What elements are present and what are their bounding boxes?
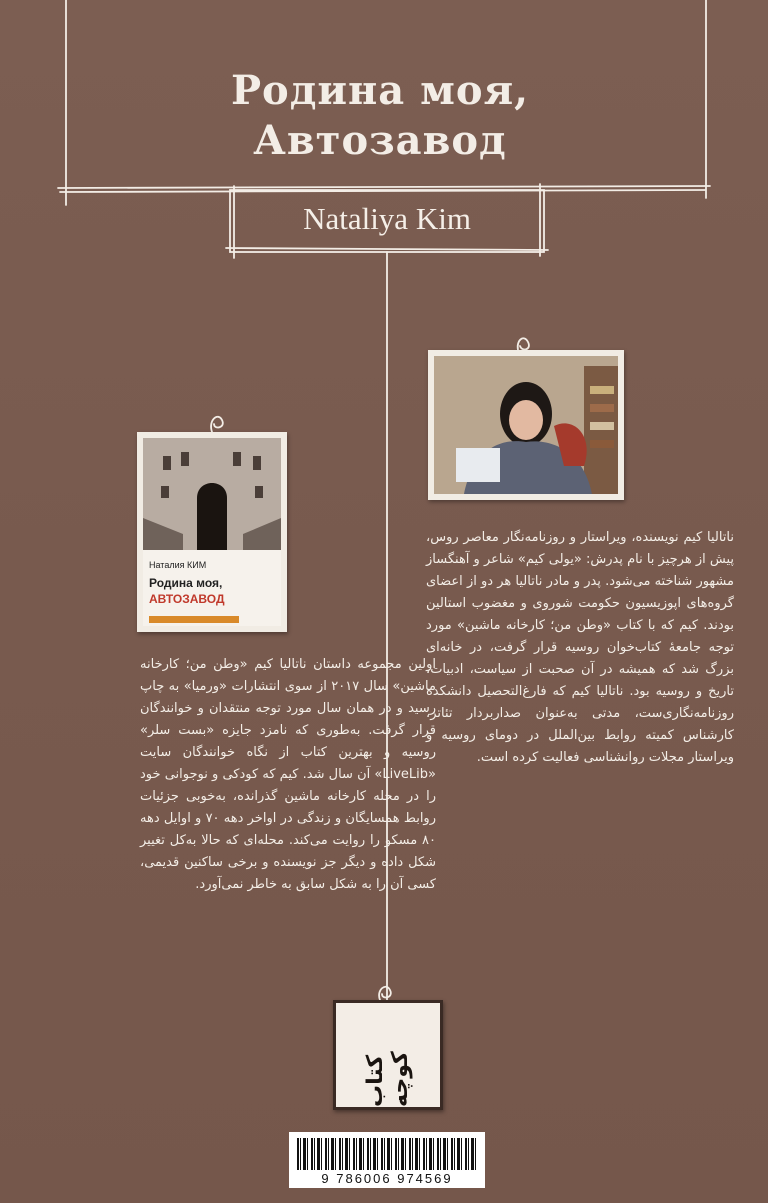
book-title-line2: Автозавод: [253, 117, 507, 164]
author-name: Nataliya Kim: [303, 201, 471, 236]
publisher-logo: [333, 1000, 443, 1110]
book-cover-title-line1: Родина моя,: [149, 576, 223, 590]
publisher-logo-text: کتاب کوچه: [363, 1051, 413, 1107]
author-bio: ناتالیا کیم نویسنده، ویراستار و روزنامه‌نگار معاصر روس، پیش از هرچیز با نام پدرش: «یولی کیم» شاعر و آهنگساز مشهور شناخته می‌شود. پدر و مادر ناتالیا هر دو از اعضای گروه‌های اپوزیسیون حکومت شوروی و مغضوب استالین بودند. کیم که با کتاب «وطن من؛ کارخانه ماشین» مورد توجه جامعهٔ کتاب‌خوان روسیه قرار گرفت، در خانه‌ای بزرگ شد که همیشه در آن صحبت از سیاست، ادبیات، تاریخ و روسیه بود. ناتالیا کیم که فارغ‌التحصیل دانشکده روزنامه‌نگاری‌ست، مدتی به‌عنوان صداربردار تئاتر، کارشناس کمیته روابط بین‌الملل در دومای روسیه و ویراستار مجلات روانشناسی فعالیت کرده است.: [426, 530, 734, 765]
barcode-number: 9 786006 974569: [321, 1171, 453, 1186]
book-cover-author: Наталия КИМ: [149, 560, 207, 570]
book-cover-thumbnail: [137, 432, 287, 632]
isbn-barcode: [289, 1132, 485, 1188]
author-photo-image: [434, 356, 618, 494]
book-cover-image: [143, 438, 281, 626]
author-photo: [428, 350, 624, 500]
book-title: [110, 66, 650, 166]
barcode-bars: [297, 1138, 477, 1170]
book-cover-illustration: [143, 438, 281, 550]
book-cover-publisher-band: [149, 616, 239, 623]
book-title-line1: Родина моя,: [230, 67, 530, 114]
book-description: اولین مجموعه داستان ناتالیا کیم «وطن من؛ کارخانه ماشین» سال ۲۰۱۷ از سوی انتشارات «ورمیا» به چاپ رسید و در همان سال مورد توجه منتقدان و خوانندگان قرار گرفت. به‌طوری که نامزد جایزه «بست سلر» روسیه و بهترین کتاب از نگاه خوانندگان سایت «LiveLib» آن سال شد. کیم که کودکی و نوجوانی خود را در محله کارخانه ماشین گذرانده، به‌خوبی جزئیات روابط همسایگان و زندگی در اواخر دهه ۷۰ و اوایل دهه ۸۰ مسکو را روایت می‌کند. محله‌ای که حالا به‌کل تغییر شکل داده و دیگر جز نویسنده و برخی ساکنین قدیمی، کسی آن را به شکل سابق به خاطر نمی‌آورد.: [140, 657, 436, 892]
book-cover-title-line2: АВТОЗАВОД: [149, 592, 225, 606]
